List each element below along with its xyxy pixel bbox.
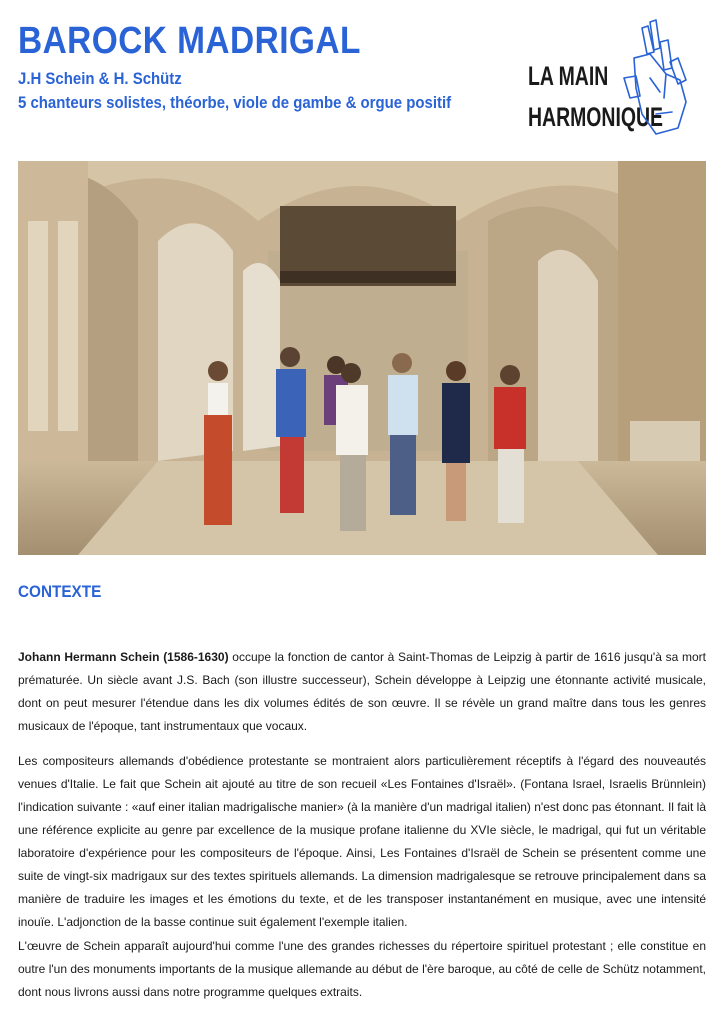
paragraph-1 xyxy=(18,646,706,738)
page-title: BAROCK MADRIGAL xyxy=(18,20,361,62)
section-heading: CONTEXTE xyxy=(18,582,102,601)
composer-name: Johann Hermann Schein (1586-1630) xyxy=(18,650,229,664)
composers-subtitle: J.H Schein & H. Schütz xyxy=(18,69,182,88)
la-main-harmonique-logo xyxy=(528,18,708,143)
ensemble-subtitle: 5 chanteurs solistes, théorbe, viole de gambe & orgue positif xyxy=(18,93,452,112)
paragraph-1-text: occupe la fonction de cantor à Saint-Thomas de Leipzig à partir de 1616 jusqu'à sa mort prématurée. Un siècle avant J.S. Bach (son illustre successeur), Schein développe à Leipzig une étonnante activité musicale, dont on peut mesurer l'étendue dans les dix volumes édités de son œuvre. Il se révèle un grand maître dans tous les genres musicaux de l'époque, tant instrumentaux que vocaux. xyxy=(18,650,706,733)
paragraph-2: Les compositeurs allemands d'obédience protestante se montraient alors particulièrement réceptifs à l'égard des nouveautés venues d'Italie. Le fait que Schein ait ajouté au titre de son recueil «Les Fontaines d'Israël». (Fontana Israel, Israelis Brünnlein) l'indication suivante : «auf einer italian madrigalische manier» (à la manière d'un madrigal italien) n'est donc pas étonnant. Il fait là une référence explicite au genre par excellence de la musique profane italienne du XVIe siècle, le madrigal, qui fut un véritable laboratoire d'expérience pour les compositeurs de l'époque. Ainsi, Les Fontaines d'Israël de Schein se présentent comme une suite de vingt-six madrigaux sur des textes spirituels allemands. La dimension madrigalesque se retrouve principalement dans sa manière de traduire les images et les émotions du texte, et de les transposer instantanément en musique, avec une intensité inouïe. L'adjonction de la basse continue suit également l'exemple italien. xyxy=(18,754,706,929)
logo-line1: LA MAIN xyxy=(528,61,609,91)
hand-icon xyxy=(620,18,698,140)
paragraph-3: L'œuvre de Schein apparaît aujourd'hui comme l'une des grandes richesses du répertoire spirituel protestant ; elle constitue en outre l'un des monuments importants de la musique allemande au début de l'ère baroque, au côté de celle de Schütz notamment, dont nous livrons aussi dans notre programme quelques extraits. xyxy=(18,939,706,999)
ensemble-photo xyxy=(18,161,706,555)
logo-line2: HARMONIQUE xyxy=(528,102,663,132)
